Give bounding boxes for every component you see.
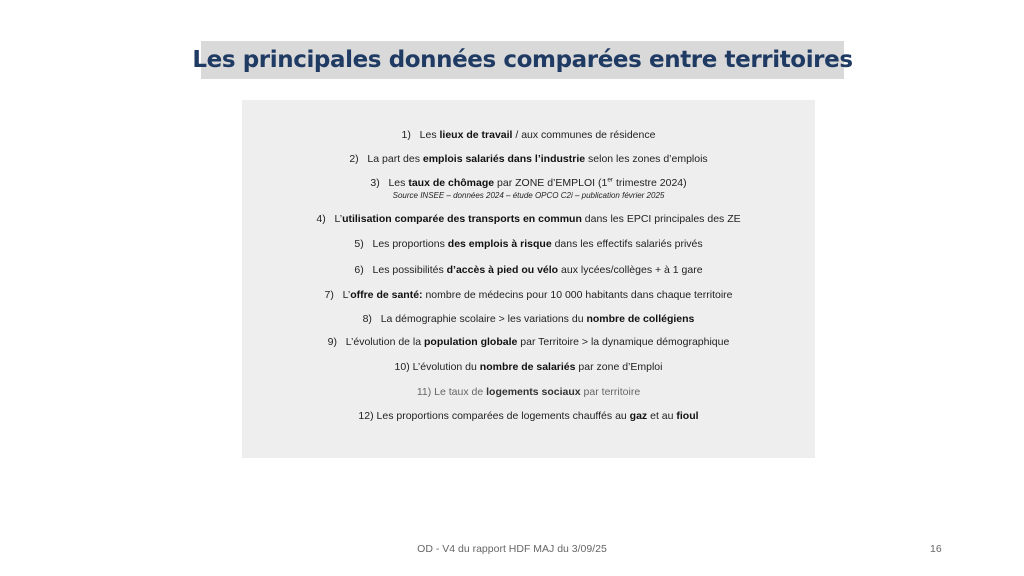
list-item-4: 4) L’utilisation comparée des transports en commun dans les EPCI principales des ZE: [316, 213, 741, 225]
list-item-3: 3) Les taux de chômage par ZONE d’EMPLOI (1er trimestre 2024): [370, 176, 687, 189]
source-note: Source INSEE – données 2024 – étude OPCO C2i – publication février 2025: [392, 191, 665, 200]
list-item-6: 6) Les possibilités d’accès à pied ou vélo aux lycées/collèges + à 1 gare: [354, 264, 703, 276]
list-item-2: 2) La part des emplois salariés dans l’industrie selon les zones d’emplois: [349, 153, 708, 165]
title-banner: [192, 41, 853, 79]
list-item-7: 7) L’offre de santé: nombre de médecins pour 10 000 habitants dans chaque territoire: [324, 289, 733, 301]
list-item-1: 1) Les lieux de travail / aux communes de résidence: [401, 129, 656, 141]
slide-title: Les principales données comparées entre territoires: [192, 47, 853, 73]
list-item-11: 11) Le taux de logements sociaux par territoire: [416, 386, 641, 398]
list-item-8: 8) La démographie scolaire > les variations du nombre de collégiens: [362, 313, 695, 325]
list-item-9: 9) L’évolution de la population globale par Territoire > la dynamique démographique: [327, 336, 730, 348]
list-item-10: 10) L’évolution du nombre de salariés par zone d’Emploi: [394, 361, 663, 373]
list-item-12: 12) Les proportions comparées de logements chauffés au gaz et au fioul: [358, 410, 699, 422]
list-item-5: 5) Les proportions des emplois à risque dans les effectifs salariés privés: [354, 238, 703, 250]
footer-text: OD - V4 du rapport HDF MAJ du 3/09/25: [417, 543, 607, 555]
page-number: 16: [930, 543, 942, 555]
data-list-panel: [242, 100, 815, 458]
